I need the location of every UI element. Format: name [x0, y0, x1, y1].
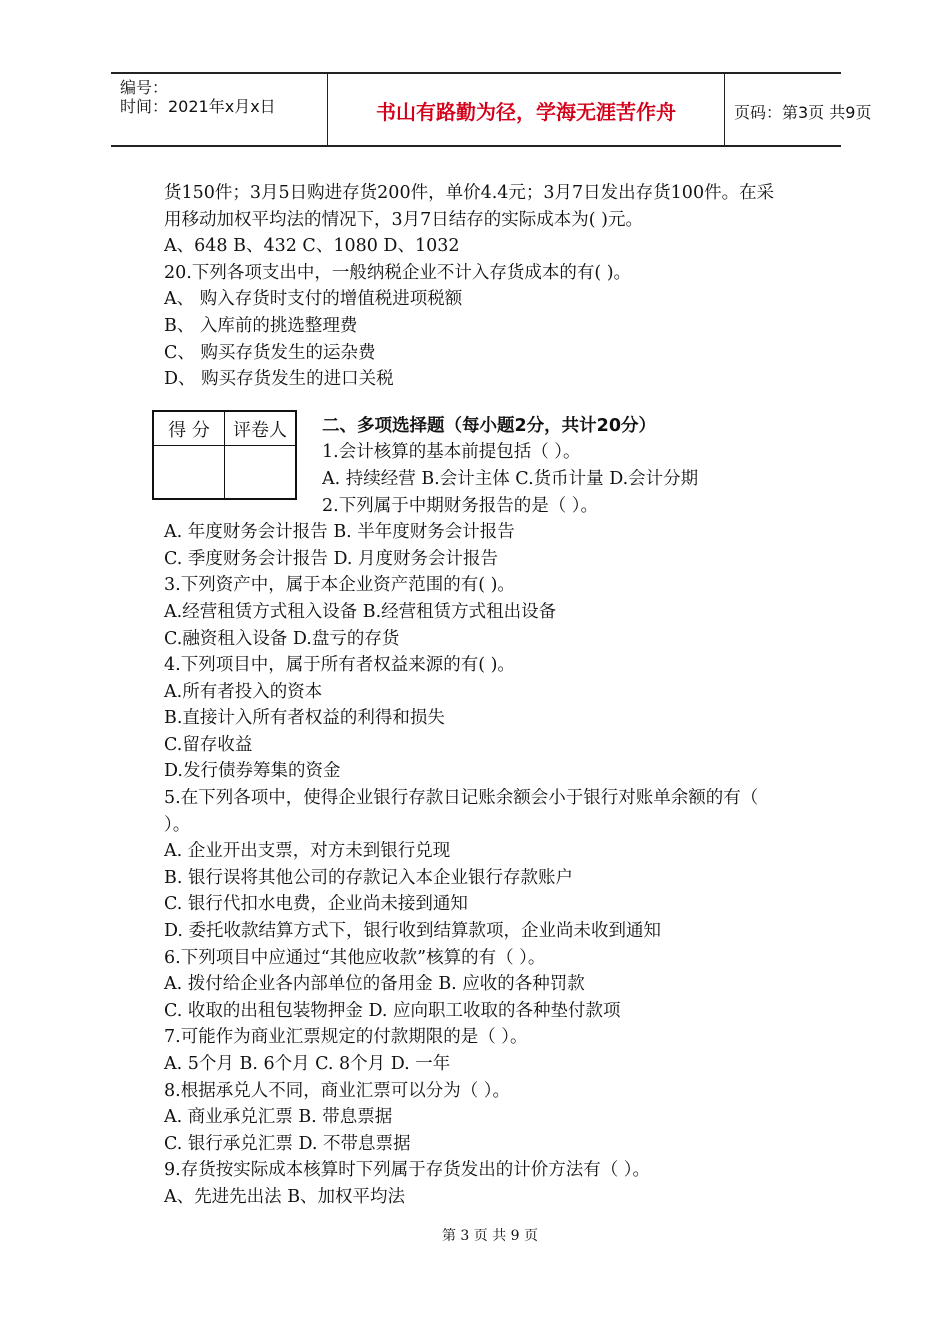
header-meta	[120, 78, 276, 116]
section-gap	[164, 393, 904, 413]
text-line: C. 季度财务会计报告 D. 月度财务会计报告	[164, 548, 498, 569]
text-line: A. 持续经营 B.会计主体 C.货币计量 D.会计分期	[322, 468, 699, 489]
text-line: 8.根据承兑人不同，商业汇票可以分为（ ）。	[164, 1080, 511, 1101]
header-motto: 书山有路勤为径，学海无涯苦作舟	[376, 100, 676, 124]
text-line: A. 5个月 B. 6个月 C. 8个月 D. 一年	[164, 1054, 451, 1074]
text-line: C. 银行代扣水电费，企业尚未接到通知	[164, 894, 468, 915]
text-line: D. 委托收款结算方式下，银行收到结算款项，企业尚未收到通知	[164, 921, 662, 942]
text-line: C、 购买存货发生的运杂费	[164, 342, 376, 363]
text-line: 7.可能作为商业汇票规定的付款期限的是（ ）。	[164, 1027, 528, 1048]
text-line: 用移动加权平均法的情况下，3月7日结存的实际成本为( )元。	[164, 209, 643, 230]
text-line: C.留存收益	[164, 734, 253, 755]
text-line: 20.下列各项支出中，一般纳税企业不计入存货成本的有( )。	[164, 262, 632, 283]
text-line: A. 年度财务会计报告 B. 半年度财务会计报告	[164, 522, 515, 543]
text-line: A、648 B、432 C、1080 D、1032	[164, 236, 460, 257]
text-line: 货150件；3月5日购进存货200件，单价4.4元；3月7日发出存货100件。在采	[164, 183, 775, 203]
page-footer: 第 3 页 共 9 页	[441, 1228, 539, 1244]
text-line: D、 购买存货发生的进口关税	[164, 369, 394, 390]
question-block-main	[164, 519, 904, 1210]
text-line: 5.在下列各项中，使得企业银行存款日记账余额会小于银行对账单余额的有（	[164, 788, 759, 809]
text-line: A. 企业开出支票，对方未到银行兑现	[164, 841, 451, 862]
header-divider-right	[724, 72, 725, 145]
text-line: A、 购入存货时支付的增值税进项税额	[164, 289, 463, 310]
text-line: 1.会计核算的基本前提包括（ ）。	[322, 442, 581, 463]
text-line: B、 入库前的挑选整理费	[164, 315, 358, 336]
text-line: D.发行债券筹集的资金	[164, 761, 341, 782]
header-number: 编号：	[120, 78, 169, 97]
document-body	[164, 180, 904, 1211]
text-line: A、先进先出法 B、加权平均法	[164, 1186, 406, 1207]
header-page-info: 页码：第3页 共9页	[734, 103, 872, 122]
text-line: C. 银行承兑汇票 D. 不带息票据	[164, 1133, 411, 1154]
text-line: 4.下列项目中，属于所有者权益来源的有( )。	[164, 655, 515, 676]
text-line: 3.下列资产中，属于本企业资产范围的有( )。	[164, 575, 515, 596]
text-line: ）。	[164, 814, 191, 835]
text-line: C.融资租入设备 D.盘亏的存货	[164, 628, 400, 649]
text-line: A.所有者投入的资本	[164, 681, 323, 702]
text-line: C. 收取的出租包装物押金 D. 应向职工收取的各种垫付款项	[164, 1000, 621, 1021]
score-box-score-label: 得 分	[153, 411, 225, 446]
section-title: 二、多项选择题（每小题2分，共计20分）	[322, 415, 657, 436]
text-line: A.经营租赁方式租入设备 B.经营租赁方式租出设备	[164, 601, 557, 622]
text-line: B.直接计入所有者权益的利得和损失	[164, 708, 445, 729]
question-block-top	[164, 180, 904, 393]
header-bottom-rule	[111, 145, 841, 147]
header-top-rule	[111, 72, 841, 74]
text-line: 6.下列项目中应通过“其他应收款”核算的有（ ）。	[164, 947, 546, 968]
score-box-grader-label: 评卷人	[225, 411, 297, 446]
text-line: B. 银行误将其他公司的存款记入本企业银行存款账户	[164, 867, 573, 888]
text-line: 9.存货按实际成本核算时下列属于存货发出的计价方法有（ ）。	[164, 1160, 651, 1181]
text-line: 2.下列属于中期财务报告的是（ ）。	[322, 495, 599, 516]
question-block-indented	[164, 439, 904, 519]
text-line: A. 商业承兑汇票 B. 带息票据	[164, 1107, 393, 1128]
header-time: 时间：2021年x月x日	[120, 97, 276, 116]
text-line: A. 拨付给企业各内部单位的备用金 B. 应收的各种罚款	[164, 974, 585, 995]
